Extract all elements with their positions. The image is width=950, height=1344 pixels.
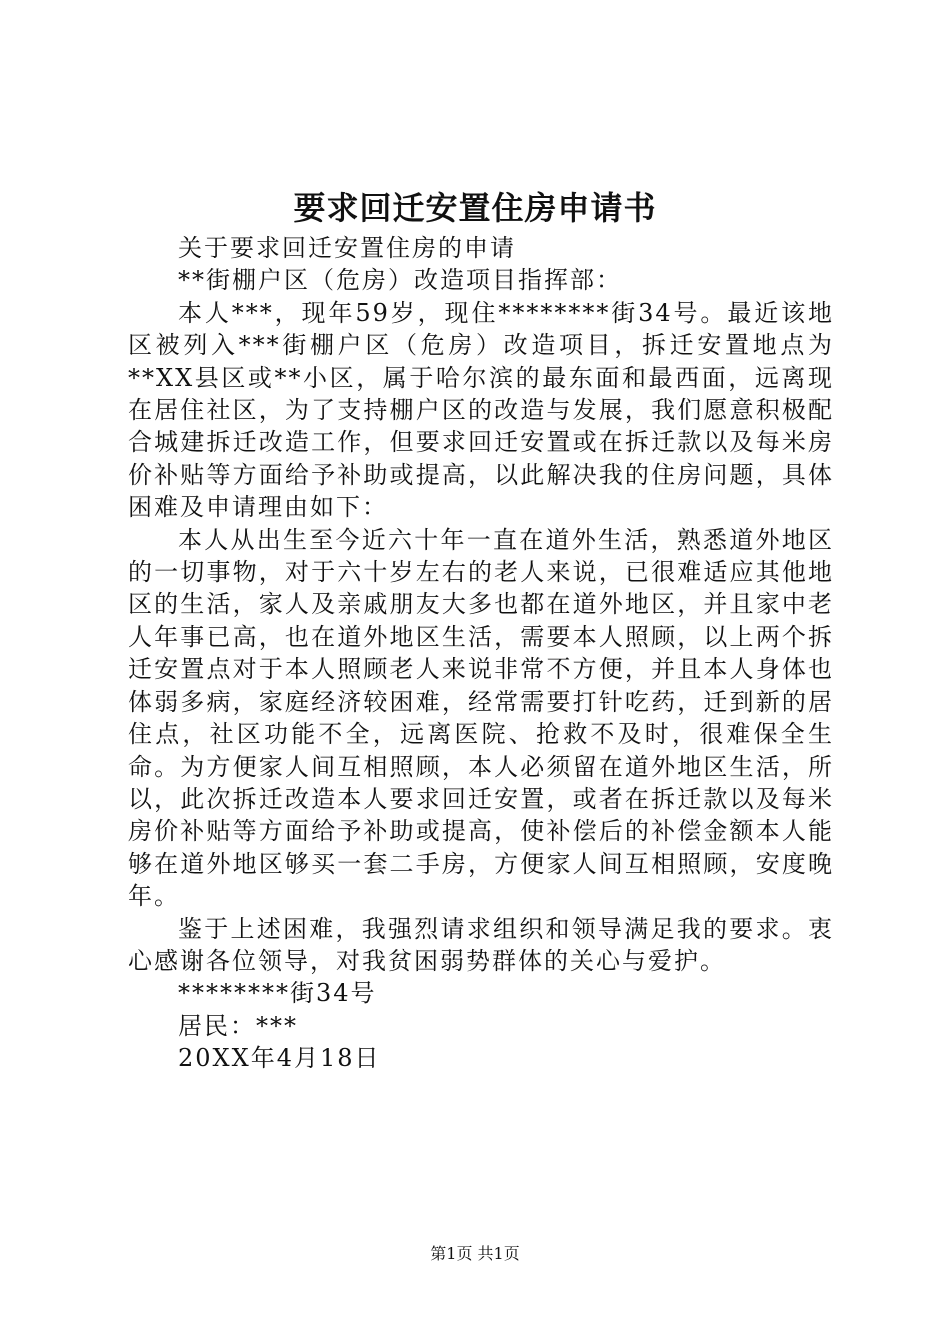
closing-paragraph: 鉴于上述困难，我强烈请求组织和领导满足我的要求。衷心感谢各位领导，对我贫困弱势群体的关心与爱护。 — [128, 914, 834, 975]
intro-paragraph: 本人***，现年59岁，现住********街34号。最近该地区被列入***街棚户区（危房）改造项目，拆迁安置地点为**XX县区或**小区，属于哈尔滨的最东面和最西面，远离现在居住社区，为了支持棚户区的改造与发展，我们愿意积极配合城建拆迁改造工作，但要求回迁安置或在拆迁款以及每米房价补贴等方面给予补助或提高，以此解决我的住房问题，具体困难及申请理由如下： — [128, 298, 834, 522]
reason-paragraph: 本人从出生至今近六十年一直在道外生活，熟悉道外地区的一切事物，对于六十岁左右的老人来说，已很难适应其他地区的生活，家人及亲戚朋友大多也都在道外地区，并且家中老人年事已高，也在道外地区生活，需要本人照顾，以上两个拆迁安置点对于本人照顾老人来说非常不方便，并且本人身体也体弱多病，家庭经济较困难，经常需要打针吃药，迁到新的居住点，社区功能不全，远离医院、抢救不及时，很难保全生命。为方便家人间互相照顾，本人必须留在道外地区生活，所以，此次拆迁改造本人要求回迁安置，或者在拆迁款以及每米房价补贴等方面给予补助或提高，使补偿后的补偿金额本人能够在道外地区够买一套二手房，方便家人间互相照顾，安度晚年。 — [128, 525, 834, 911]
document-body — [128, 232, 834, 1075]
recipient-line: **街棚户区（危房）改造项目指挥部： — [178, 266, 622, 295]
date-line: 20XX年4月18日 — [178, 1044, 381, 1073]
document-title: 要求回迁安置住房申请书 — [293, 189, 657, 227]
address-line: ********街34号 — [178, 979, 377, 1008]
page-number: 第1页 共1页 — [430, 1244, 520, 1263]
application-subject: 关于要求回迁安置住房的申请 — [178, 234, 516, 262]
resident-signature: 居民：*** — [178, 1011, 298, 1040]
